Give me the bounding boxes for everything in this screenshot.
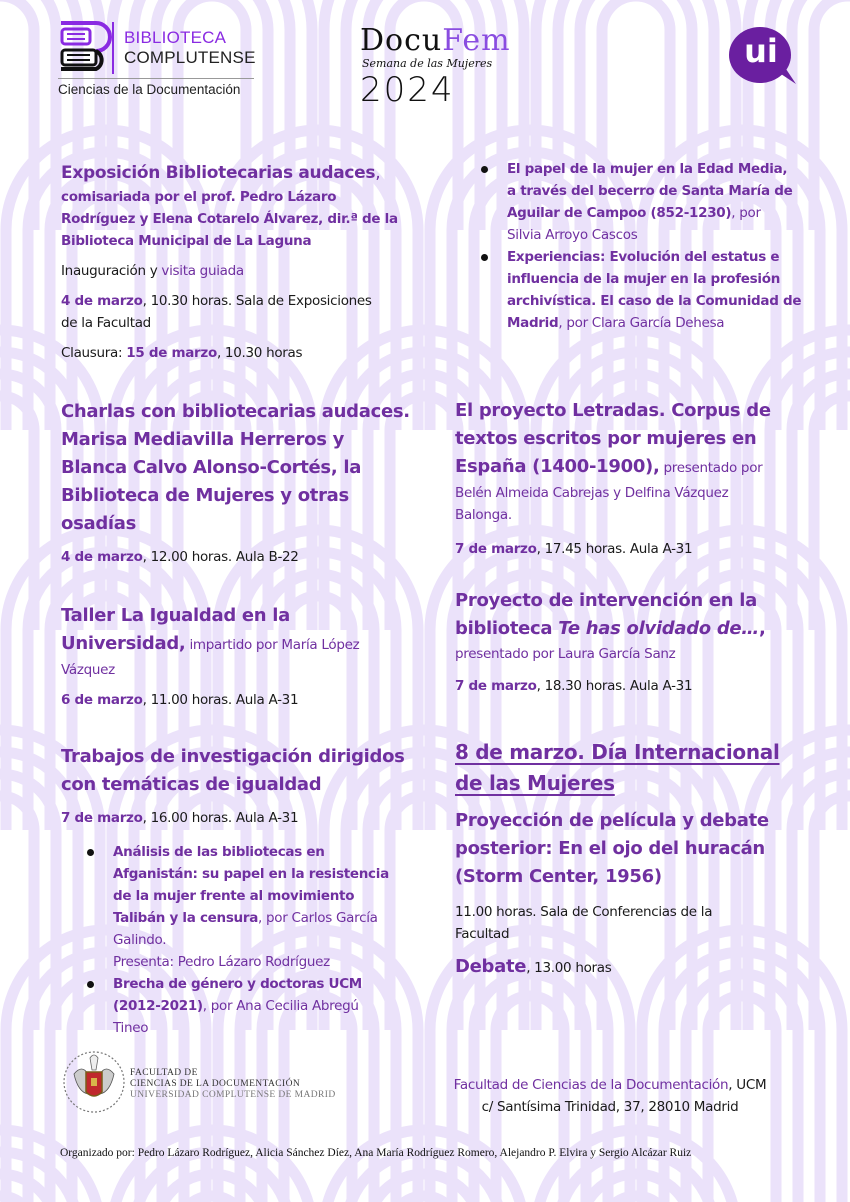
list-item: El papel de la mujer en la Edad Media, a través del becerro de Santa María de Aguilar de Campoo (852-1230), por Silvia Arroyo Cascos [507, 158, 837, 246]
address-faculty: Facultad de Ciencias de la Documentación [453, 1077, 729, 1093]
faculty-logo-line3: UNIVERSIDAD COMPLUTENSE DE MADRID [130, 1090, 336, 1100]
address-suffix: , UCM [728, 1077, 767, 1093]
proyeccion-title-1: Proyección de película y debate [455, 810, 769, 831]
intervencion-title-2: biblioteca Te has olvidado de…, [455, 618, 766, 639]
exposicion-inauguracion: Inauguración y visita guiada [61, 263, 244, 279]
exposicion-subtitle-2: Rodríguez y Elena Cotarelo Álvarez, dir.ª de la [61, 211, 398, 227]
ui-badge [724, 26, 800, 88]
ucm-crest-icon [62, 1048, 126, 1116]
book-b-icon [58, 20, 112, 72]
intervencion-date: 7 de marzo, 18.30 horas. Aula A-31 [455, 678, 693, 694]
charlas-date: 4 de marzo, 12.00 horas. Aula B-22 [61, 549, 299, 565]
charlas-title-2: Marisa Mediavilla Herreros y [61, 429, 345, 450]
proyeccion-title-2: posterior: En el ojo del huracán [455, 838, 765, 859]
charlas-title-4: Biblioteca de Mujeres y otras [61, 485, 349, 506]
section-letradas [455, 397, 835, 560]
dia-internacional-heading-1: 8 de marzo. Día Internacional [455, 740, 780, 764]
taller-title-2: Universidad, impartido por María López [61, 633, 360, 654]
intervencion-title-1: Proyecto de intervención en la [455, 590, 757, 611]
docufem-tagline: Semana de las Mujeres [362, 57, 493, 70]
exposicion-date: 4 de marzo, 10.30 horas. Sala de Exposiciones de la Facultad [61, 293, 372, 331]
trabajos-list-continued [507, 158, 837, 334]
trabajos-date: 7 de marzo, 16.00 horas. Aula A-31 [61, 810, 299, 826]
organizers: Organizado por: Pedro Lázaro Rodríguez, Alicia Sánchez Díez, Ana María Rodríguez Romero, Alejandro P. Elvira y Sergio Alcázar Ruiz [60, 1147, 692, 1159]
ui-badge-text: ui [744, 32, 778, 70]
library-logo-subtitle: Ciencias de la Documentación [58, 82, 241, 97]
docufem-year: 2024 [360, 70, 455, 110]
section-intervencion [455, 587, 835, 697]
bullet-icon [481, 254, 488, 261]
intervencion-presenter: presentado por Laura García Sanz [455, 646, 676, 662]
taller-title-1: Taller La Igualdad en la [61, 605, 290, 626]
trabajos-title-2: con temáticas de igualdad [61, 774, 322, 795]
letradas-title-1: El proyecto Letradas. Corpus de [455, 400, 771, 421]
dia-internacional-heading-2: de las Mujeres [455, 771, 615, 795]
list-item: Experiencias: Evolución del estatus e influencia de la mujer en la profesión archivística. El caso de la Comunidad de Madrid, por Clara García Dehesa [507, 246, 837, 334]
trabajos-title-1: Trabajos de investigación dirigidos [61, 746, 405, 767]
library-logo-divider [112, 22, 114, 74]
letradas-title-3: España (1400-1900), presentado por [455, 456, 763, 477]
charlas-title-3: Blanca Calvo Alonso-Cortés, la [61, 457, 362, 478]
exposicion-clausura: Clausura: 15 de marzo, 10.30 horas [61, 345, 303, 361]
address-street: c/ Santísima Trinidad, 37, 28010 Madrid [481, 1099, 739, 1115]
section-charlas [61, 398, 441, 568]
faculty-logo-line2: CIENCIAS DE LA DOCUMENTACIÓN [130, 1079, 301, 1089]
section-trabajos [61, 743, 441, 829]
section-dia-internacional [455, 737, 835, 981]
trabajos-list [113, 841, 443, 1039]
library-logo-line2: COMPLUTENSE [124, 48, 256, 67]
bullet-icon [87, 981, 94, 988]
docufem-wordmark [360, 23, 511, 58]
exposicion-subtitle-3: Biblioteca Municipal de La Laguna [61, 233, 312, 249]
bullet-icon [481, 166, 488, 173]
visita-guiada-link: visita guiada [161, 263, 244, 279]
list-item: Análisis de las bibliotecas en Afganistán: su papel en la resistencia de la mujer frente al movimiento Talibán y la censura, por Carlos García Galindo. Presenta: Pedro Lázaro Rodríguez [113, 841, 443, 973]
library-logo-rule [58, 78, 254, 79]
debate-time: Debate, 13.00 horas [455, 956, 612, 977]
proyeccion-title-3: (Storm Center, 1956) [455, 866, 662, 887]
docufem-logo [360, 23, 560, 111]
taller-presenter-2: Vázquez [61, 662, 115, 678]
letradas-presenter-3: Balonga. [455, 507, 512, 523]
docufem-docu: Docu [360, 23, 443, 58]
taller-date: 6 de marzo, 11.00 horas. Aula A-31 [61, 692, 299, 708]
charlas-title-1: Charlas con bibliotecarias audaces. [61, 401, 410, 422]
docufem-fem: Fem [442, 23, 511, 58]
letradas-presenter-2: Belén Almeida Cabrejas y Delfina Vázquez [455, 485, 729, 501]
faculty-logo [62, 1048, 362, 1118]
letradas-date: 7 de marzo, 17.45 horas. Aula A-31 [455, 541, 693, 557]
charlas-title-5: osadías [61, 513, 137, 534]
biblioteca-complutense-logo [58, 20, 258, 100]
library-logo-line1: BIBLIOTECA [124, 28, 227, 47]
exposicion-title: Exposición Bibliotecarias audaces, [61, 163, 381, 183]
exposicion-subtitle-1: comisariada por el prof. Pedro Lázaro [61, 189, 337, 205]
list-item: Brecha de género y doctoras UCM (2012-2021), por Ana Cecilia Abregú Tineo [113, 973, 443, 1039]
section-taller [61, 602, 441, 711]
proyeccion-time: 11.00 horas. Sala de Conferencias de la Facultad [455, 904, 713, 942]
faculty-address [420, 1074, 800, 1118]
section-exposicion [61, 160, 431, 364]
faculty-logo-line1: FACULTAD DE [130, 1068, 198, 1078]
bullet-icon [87, 849, 94, 856]
letradas-title-2: textos escritos por mujeres en [455, 428, 757, 449]
